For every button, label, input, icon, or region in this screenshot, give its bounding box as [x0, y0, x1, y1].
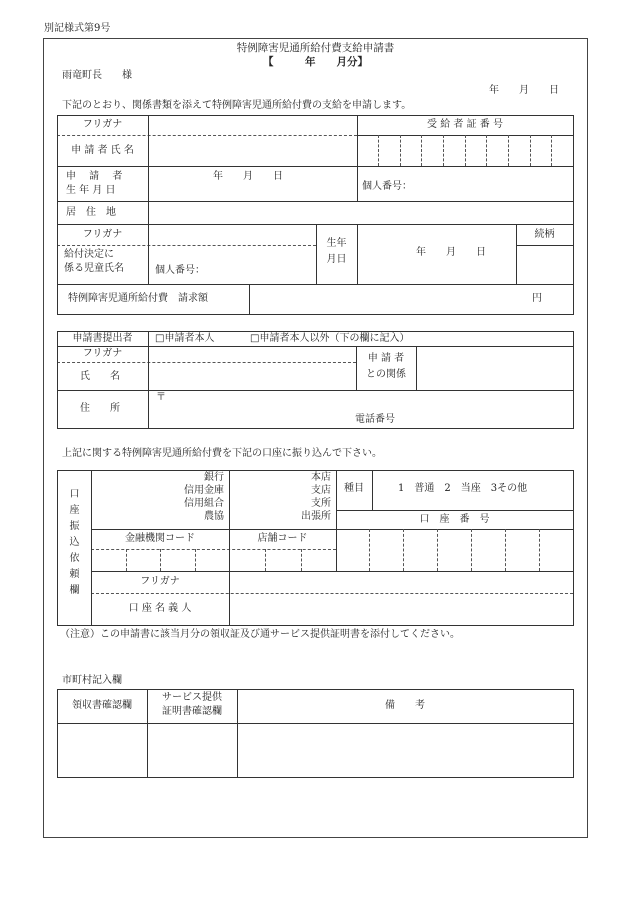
relationship-field[interactable] [517, 246, 572, 283]
submitter-furigana-label: フリガナ [82, 348, 123, 359]
account-number-label: 口 座 番 号 [419, 514, 490, 525]
branch-type-branch[interactable]: 支店 [311, 485, 331, 496]
child-name-label-2: 係る児童氏名 [64, 263, 124, 274]
claim-amount-field[interactable] [250, 285, 572, 313]
yen-unit: 円 [532, 293, 542, 304]
relationship-label: 続柄 [534, 229, 555, 240]
remarks-label: 備 考 [385, 700, 425, 711]
holder-furigana-label: フリガナ [140, 576, 180, 587]
submitter-address-label: 住 所 [80, 403, 120, 414]
service-proof-field[interactable] [148, 724, 236, 776]
applicant-dob-label: 申 請 者 [66, 171, 123, 182]
applicant-dob-field[interactable]: 年 月 日 [213, 171, 283, 182]
applicant-dob-label-2: 生 年 月 日 [66, 185, 116, 196]
phone-number-label[interactable]: 電話番号 [355, 414, 395, 425]
institution-type-ja[interactable]: 農協 [204, 511, 224, 522]
submitter-other-checkbox[interactable]: □申請者本人以外（下の欄に記入） [250, 333, 410, 344]
bank-instruction: 上記に関する特例障害児通所給付費を下記の口座に振り込んで下さい。 [62, 448, 382, 459]
city-section-title: 市町村記入欄 [62, 675, 122, 686]
service-proof-label-2: 証明書確認欄 [162, 706, 222, 717]
child-my-number-label[interactable]: 個人番号： [155, 265, 205, 276]
branch-type-office[interactable]: 出張所 [301, 511, 331, 522]
intro-text: 下記のとおり、関係書類を添えて特例障害児通所給付費の支給を申請します。 [62, 100, 412, 111]
institution-code-label: 金融機関コード [125, 533, 195, 544]
holder-furigana-field[interactable] [230, 572, 572, 592]
submitter-name-field[interactable] [149, 363, 355, 389]
period-field[interactable]: 【 年 月分】 [263, 56, 368, 68]
form-number: 別記様式第9号 [44, 23, 111, 34]
account-holder-field[interactable] [230, 594, 572, 624]
child-dob-label: 生年 [326, 238, 347, 249]
remarks-field[interactable] [238, 724, 572, 776]
branch-type-sub[interactable]: 支所 [311, 498, 331, 509]
bank-side-label: 口座振込依頼欄 [67, 488, 78, 600]
submitter-label: 申請書提出者 [72, 333, 133, 344]
form-title: 特例障害児通所給付費支給申請書 [236, 42, 395, 54]
branch-type-head[interactable]: 本店 [311, 472, 331, 483]
applicant-name-field[interactable] [149, 136, 356, 165]
account-holder-label: 口 座 名 義 人 [128, 603, 192, 614]
attachment-note: （注意）この申請書に該当月分の領収証及び通サービス提供証明書を添付してください。 [60, 629, 460, 640]
account-kind-label: 種目 [344, 483, 364, 494]
institution-type-shinkumi[interactable]: 信用組合 [184, 498, 224, 509]
service-proof-label: サービス提供 [162, 692, 222, 703]
submitter-relation-field[interactable] [417, 347, 572, 389]
submitter-name-label: 氏 名 [80, 371, 120, 382]
postal-mark: 〒 [156, 392, 166, 403]
address-label: 居 住 地 [66, 207, 116, 218]
submitter-self-checkbox[interactable]: □申請者本人 [155, 333, 215, 344]
institution-type-bank[interactable]: 銀行 [204, 472, 224, 483]
applicant-my-number-label[interactable]: 個人番号： [362, 181, 412, 192]
submitter-relation-label: 申 請 者 [367, 353, 405, 364]
applicant-furigana-label: フリガナ [82, 119, 123, 130]
receipt-check-field[interactable] [58, 724, 146, 776]
application-date[interactable]: 年 月 日 [489, 85, 559, 96]
submitter-address-field[interactable] [170, 392, 570, 410]
receipt-check-label: 領収書確認欄 [72, 700, 132, 711]
institution-type-shinkin[interactable]: 信用金庫 [184, 485, 224, 496]
child-name-label: 給付決定に [64, 249, 114, 260]
cert-number-label: 受 給 者 証 番 号 [427, 119, 503, 130]
applicant-name-label: 申 請 者 氏 名 [71, 145, 134, 156]
cert-number-field[interactable] [358, 136, 572, 165]
child-dob-field[interactable]: 年 月 日 [416, 247, 486, 258]
child-dob-label-2: 月日 [326, 254, 347, 265]
addressee: 雨竜町長 様 [62, 70, 132, 81]
submitter-relation-label-2: との関係 [366, 369, 406, 380]
branch-code-label: 店舗コード [257, 533, 308, 544]
address-field[interactable] [149, 202, 572, 223]
claim-amount-label: 特例障害児通所給付費 請求額 [68, 293, 208, 304]
applicant-furigana-field[interactable] [149, 116, 356, 134]
account-kind-options[interactable]: 1 普通 2 当座 3その他 [398, 483, 528, 494]
child-furigana-label: フリガナ [82, 229, 123, 240]
